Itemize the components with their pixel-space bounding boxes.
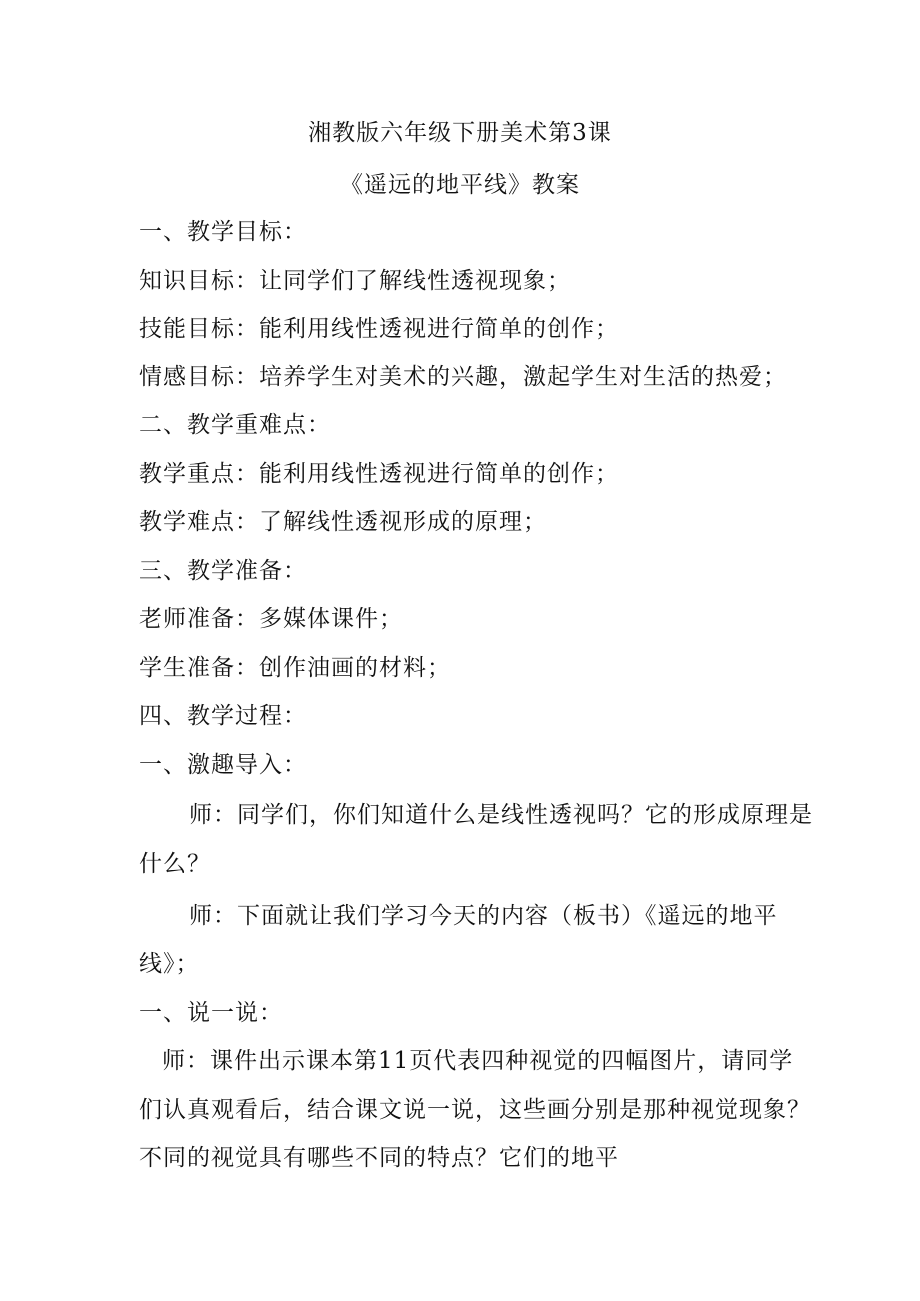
section-heading-objectives: 一、教学目标： — [139, 219, 307, 245]
discussion-paragraph-line1: 师：课件出示课本第11页代表四种视觉的四幅图片，请同学 — [162, 1048, 794, 1074]
document-title-line1: 湘教版六年级下册美术第3课 — [308, 120, 612, 146]
intro-paragraph2-line2: 线》； — [139, 951, 200, 977]
objective-skill: 技能目标：能利用线性透视进行简单的创作； — [139, 316, 619, 342]
key-point: 教学重点：能利用线性透视进行简单的创作； — [139, 461, 619, 487]
section-heading-process: 四、教学过程： — [139, 703, 307, 729]
difficult-point: 教学难点：了解线性透视形成的原理； — [139, 509, 547, 535]
subheading-introduction: 一、激趣导入： — [139, 752, 307, 778]
section-heading-key-points: 二、教学重难点： — [139, 412, 331, 438]
intro-paragraph2-line1: 师：下面就让我们学习今天的内容（板书）《遥远的地平 — [189, 903, 778, 929]
intro-paragraph1-line1: 师：同学们，你们知道什么是线性透视吗？它的形成原理是 — [189, 802, 813, 828]
subheading-discussion: 一、说一说： — [139, 1000, 283, 1026]
objective-knowledge: 知识目标：让同学们了解线性透视现象； — [139, 268, 571, 294]
discussion-paragraph-line3: 不同的视觉具有哪些不同的特点？它们的地平 — [139, 1145, 619, 1171]
section-heading-preparation: 三、教学准备： — [139, 558, 307, 584]
student-preparation: 学生准备：创作油画的材料； — [139, 655, 451, 681]
document-title-line2: 《遥远的地平线》教案 — [340, 172, 580, 198]
intro-paragraph1-line2: 什么？ — [139, 851, 211, 877]
objective-emotion: 情感目标：培养学生对美术的兴趣，激起学生对生活的热爱； — [139, 364, 787, 390]
teacher-preparation: 老师准备：多媒体课件； — [139, 606, 403, 632]
discussion-paragraph-line2: 们认真观看后，结合课文说一说，这些画分别是那种视觉现象？ — [139, 1097, 811, 1123]
